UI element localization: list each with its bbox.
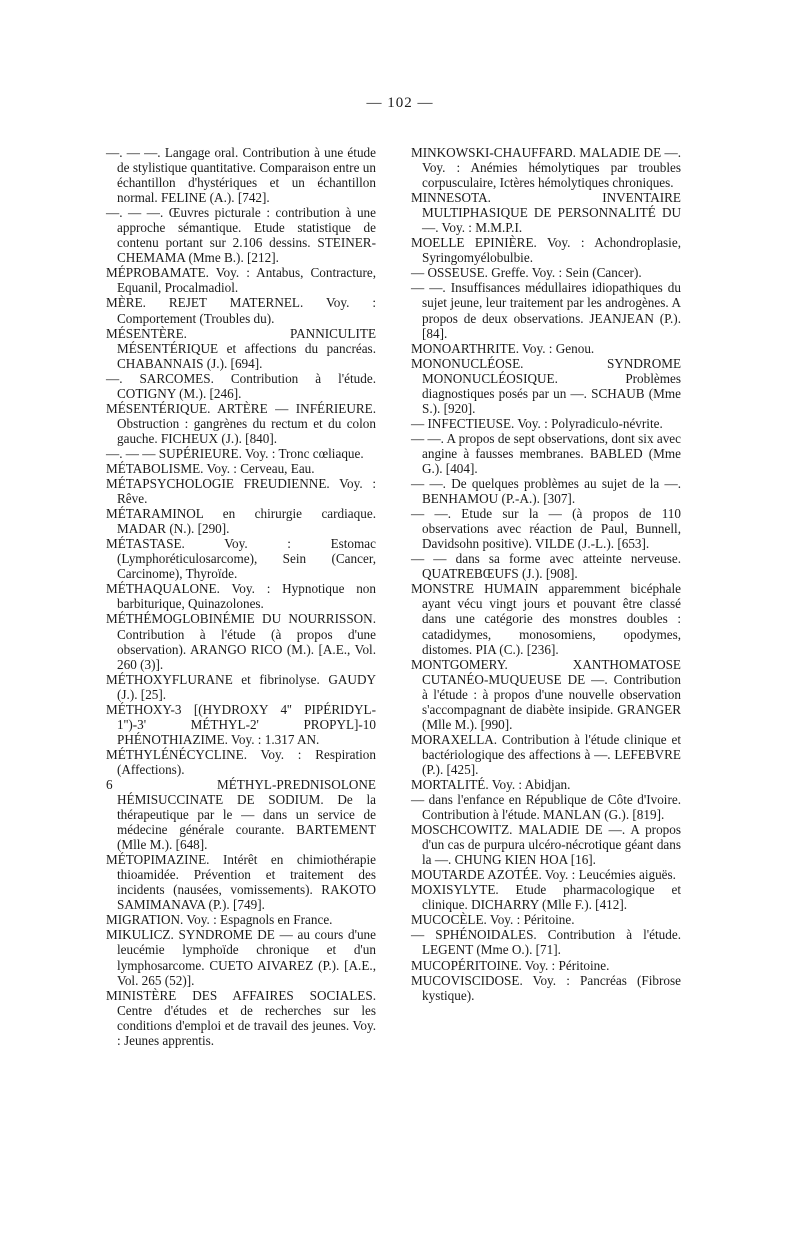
index-entry: — —. A propos de sept observations, dont six avec angine à fausses membranes. BABLED (Mme G.). [404].: [411, 430, 681, 476]
index-entry: MÉTASTASE. Voy. : Estomac (Lymphoréticulosarcome), Sein (Cancer, Carcinome), Thyroïde.: [106, 536, 376, 582]
index-entry: — —. Etude sur la — (à propos de 110 observations avec réaction de Paul, Bunnell, Davidsohn positive). VILDE (J.-L.). [653].: [411, 506, 681, 552]
index-entry: MONSTRE HUMAIN apparemment bicéphale ayant vécu vingt jours et pouvant être classé dans une catégorie des monstres doubles : catadidymes, monosomiens, opodymes, distomes. PIA (C.). [236].: [411, 581, 681, 657]
index-entry: MUCOCÈLE. Voy. : Péritoine.: [411, 912, 575, 928]
index-entry: MOUTARDE AZOTÉE. Voy. : Leucémies aiguës.: [411, 867, 676, 883]
index-entry: MÉPROBAMATE. Voy. : Antabus, Contracture, Equanil, Procalmadiol.: [106, 265, 376, 296]
right-column: [411, 145, 681, 1003]
index-entry: —. SARCOMES. Contribution à l'étude. COTIGNY (M.). [246].: [106, 370, 376, 401]
index-entry: MOXISYLYTE. Etude pharmacologique et clinique. DICHARRY (Mlle F.). [412].: [411, 882, 681, 913]
index-entry: — —. Insuffisances médullaires idiopathiques du sujet jeune, leur traitement par les androgènes. A propos de deux observations. JEANJEAN (P.). [84].: [411, 280, 681, 341]
index-entry: MINKOWSKI-CHAUFFARD. MALADIE DE —. Voy. : Anémies hémolytiques par troubles corpusculaire, Ictères hémolytiques chroniques.: [411, 145, 681, 191]
index-entry: — INFECTIEUSE. Voy. : Polyradiculo-névrite.: [411, 415, 663, 431]
index-entry: — —. De quelques problèmes au sujet de la —. BENHAMOU (P.-A.). [307].: [411, 476, 681, 507]
index-entry: MINISTÈRE DES AFFAIRES SOCIALES. Centre d'études et de recherches sur les conditions d'emploi et de travail des jeunes. Voy. : Jeunes apprentis.: [106, 987, 376, 1048]
index-entry: — OSSEUSE. Greffe. Voy. : Sein (Cancer).: [411, 265, 642, 281]
page-number: — 102 —: [366, 95, 434, 111]
index-entry: MÉSENTÉRIQUE. ARTÈRE — INFÉRIEURE. Obstruction : gangrènes du rectum et du colon gauche. FICHEUX (J.). [840].: [106, 400, 376, 446]
index-entry: MOELLE EPINIÈRE. Voy. : Achondroplasie, Syringomyélobulbie.: [411, 235, 681, 266]
index-entry: MÉTHOXY-3 [(HYDROXY 4'' PIPÉRIDYL-1'')-3' MÉTHYL-2' PROPYL]-10 PHÉNOTHIAZIME. Voy. : 1.317 AN.: [106, 701, 376, 747]
index-entry: — SPHÉNOIDALES. Contribution à l'étude. LEGENT (Mme O.). [71].: [411, 927, 681, 958]
index-entry: MÉTABOLISME. Voy. : Cerveau, Eau.: [106, 460, 315, 476]
index-entry: MÉTHÉMOGLOBINÉMIE DU NOURRISSON. Contribution à l'étude (à propos d'une observation). ARANGO RICO (M.). [A.E., Vol. 260 (3)].: [106, 611, 376, 672]
index-entry: MORTALITÉ. Voy. : Abidjan.: [411, 776, 571, 792]
index-entry: MÉTOPIMAZINE. Intérêt en chimiothérapie thioamidée. Prévention et traitement des incidents (nausées, vomissements). RAKOTO SAMIMANAVA (P.). [749].: [106, 852, 376, 913]
index-entry: MÉTHOXYFLURANE et fibrinolyse. GAUDY (J.). [25].: [106, 671, 376, 702]
index-entry: —. — — SUPÉRIEURE. Voy. : Tronc cœliaque.: [106, 445, 364, 461]
index-entry: MONOARTHRITE. Voy. : Genou.: [411, 340, 595, 356]
index-entry: MÉTHAQUALONE. Voy. : Hypnotique non barbiturique, Quinazolones.: [106, 581, 376, 612]
index-entry: — — dans sa forme avec atteinte nerveuse. QUATREBŒUFS (J.). [908].: [411, 551, 681, 582]
index-entry: MÈRE. REJET MATERNEL. Voy. : Comportement (Troubles du).: [106, 295, 376, 326]
index-entry: MINNESOTA. INVENTAIRE MULTIPHASIQUE DE PERSONNALITÉ DU —. Voy. : M.M.P.I.: [411, 190, 681, 236]
index-entry: —. — —. Langage oral. Contribution à une étude de stylistique quantitative. Comparaison entre un échantillon d'hystériques et un échantillon normal. FELINE (A.). [742].: [106, 145, 376, 206]
index-entry: MÉSENTÈRE. PANNICULITE MÉSENTÉRIQUE et affections du pancréas. CHABANNAIS (J.). [694].: [106, 325, 376, 371]
index-entry: MORAXELLA. Contribution à l'étude clinique et bactériologique des affections à —. LEFEBVRE (P.). [425].: [411, 731, 681, 777]
index-entry: MOSCHCOWITZ. MALADIE DE —. A propos d'un cas de purpura ulcéro-nécrotique géant dans la —. CHUNG KIEN HOA [16].: [411, 822, 681, 868]
left-column: [106, 145, 376, 1048]
index-entry: MONTGOMERY. XANTHOMATOSE CUTANÉO-MUQUEUSE DE —. Contribution à l'étude : à propos d'une nouvelle observation s'accompagnant de diabète insipide. GRANGER (Mlle M.). [990].: [411, 656, 681, 732]
index-entry: MIKULICZ. SYNDROME DE — au cours d'une leucémie lymphoïde chronique et d'un lymphosarcome. CUETO AIVAREZ (P.). [A.E., Vol. 265 (52)].: [106, 927, 376, 988]
index-entry: MUCOVISCIDOSE. Voy. : Pancréas (Fibrose kystique).: [411, 972, 681, 1003]
index-entry: —. — —. Œuvres picturale : contribution à une approche sémantique. Etude statistique de contenu portant sur 2.106 dessins. STEINER-CHEMAMA (Mme B.). [212].: [106, 205, 376, 266]
index-entry: MONONUCLÉOSE. SYNDROME MONONUCLÉOSIQUE. Problèmes diagnostiques posés par un —. SCHAUB (Mme S.). [920].: [411, 355, 681, 416]
index-entry: MIGRATION. Voy. : Espagnols en France.: [106, 912, 333, 928]
index-entry: MUCOPÉRITOINE. Voy. : Péritoine.: [411, 957, 610, 973]
index-entry: MÉTHYLÉNÉCYCLINE. Voy. : Respiration (Affections).: [106, 746, 376, 777]
index-entry: — dans l'enfance en République de Côte d'Ivoire. Contribution à l'étude. MANLAN (G.). [819].: [411, 792, 681, 823]
index-entry: MÉTAPSYCHOLOGIE FREUDIENNE. Voy. : Rêve.: [106, 476, 376, 507]
index-entry: MÉTARAMINOL en chirurgie cardiaque. MADAR (N.). [290].: [106, 506, 376, 537]
index-entry: 6 MÉTHYL-PREDNISOLONE HÉMISUCCINATE DE SODIUM. De la thérapeutique par le — dans un service de médecine générale courante. BARTEMENT (Mlle M.). [648].: [106, 776, 376, 853]
